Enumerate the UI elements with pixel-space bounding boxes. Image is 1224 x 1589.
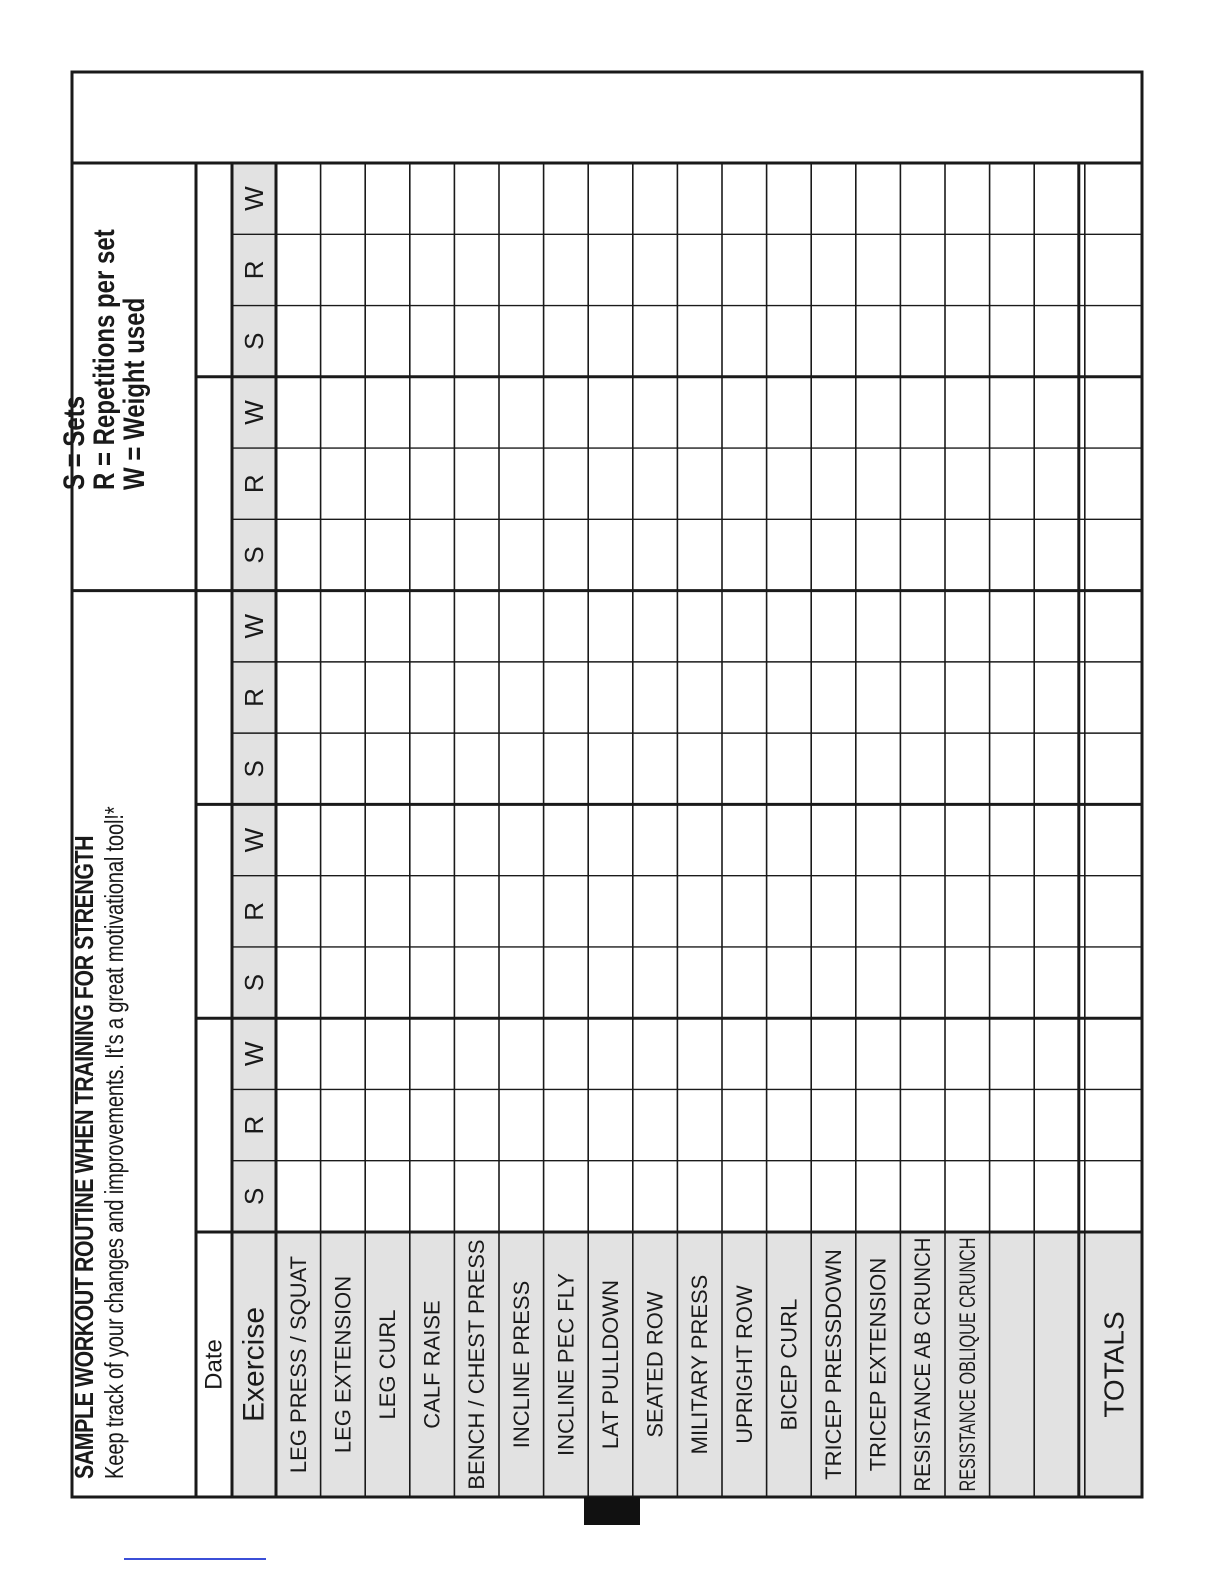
- exercise-label: INCLINE PRESS: [508, 1280, 534, 1449]
- legend-sets: S = Sets: [58, 395, 91, 490]
- exercise-label: LEG EXTENSION: [330, 1275, 356, 1454]
- exercise-label: CALF RAISE: [419, 1300, 445, 1429]
- exercise-label: TRICEP PRESSDOWN: [821, 1249, 846, 1480]
- column-code-s: S: [239, 973, 269, 992]
- column-code-w: W: [239, 400, 269, 425]
- column-code-s: S: [239, 1187, 269, 1206]
- exercise-label: UPRIGHT ROW: [731, 1285, 757, 1444]
- exercise-label: RESISTANCE OBLIQUE CRUNCH: [954, 1147, 980, 1492]
- column-code-r: R: [239, 474, 269, 494]
- sheet-title: SAMPLE WORKOUT ROUTINE WHEN TRAINING FOR STRENGTH: [69, 835, 99, 1479]
- legend-weight: W = Weight used: [118, 297, 151, 490]
- totals-label: TOTALS: [1098, 1311, 1130, 1418]
- column-code-s: S: [239, 546, 269, 564]
- column-code-w: W: [239, 186, 269, 211]
- exercise-label: LAT PULLDOWN: [598, 1279, 623, 1450]
- footer-link-underline: [124, 1558, 266, 1560]
- exercise-label: RESISTANCE AB CRUNCH: [910, 1216, 936, 1492]
- column-code-r: R: [239, 260, 269, 280]
- legend-reps: R = Repetitions per set: [88, 229, 121, 490]
- column-code-s: S: [239, 332, 269, 350]
- exercise-label: INCLINE PEC FLY: [553, 1273, 579, 1456]
- exercise-header: Exercise: [237, 1306, 271, 1423]
- column-code-w: W: [239, 1041, 269, 1067]
- column-code-r: R: [239, 1115, 269, 1135]
- column-code-r: R: [239, 688, 269, 707]
- exercise-label: LEG CURL: [375, 1309, 400, 1420]
- exercise-label: TRICEP EXTENSION: [865, 1257, 891, 1472]
- exercise-label: MILITARY PRESS: [687, 1274, 713, 1455]
- page-tab-marker: [584, 1497, 640, 1525]
- exercise-label: LEG PRESS / SQUAT: [285, 1255, 311, 1474]
- column-code-w: W: [239, 827, 269, 853]
- column-code-s: S: [239, 760, 269, 778]
- exercise-label: BICEP CURL: [776, 1298, 802, 1431]
- exercise-label: BENCH / CHEST PRESS: [464, 1239, 490, 1490]
- sheet-subtitle: Keep track of your changes and improvements. It's a great motivational tool!*: [99, 806, 129, 1479]
- column-code-w: W: [239, 613, 269, 639]
- column-code-r: R: [239, 901, 269, 921]
- exercise-label: SEATED ROW: [642, 1291, 668, 1438]
- date-label: Date: [200, 1339, 228, 1390]
